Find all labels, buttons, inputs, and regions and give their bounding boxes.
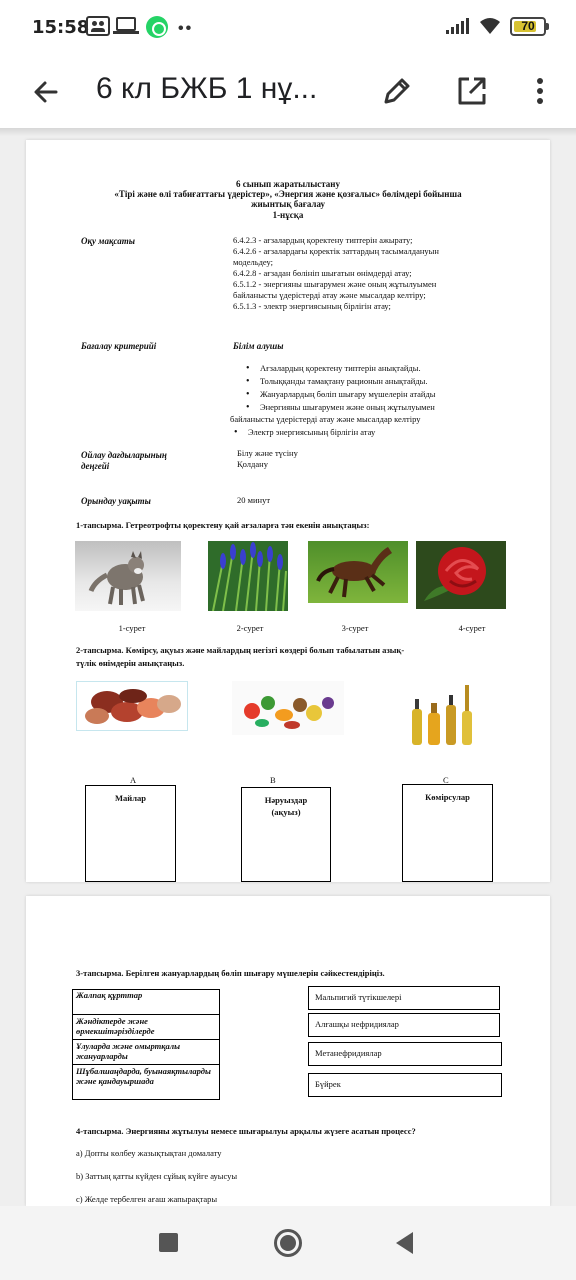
criteria-list-last <box>226 426 516 439</box>
table-cell: Жәндіктерде және өрмекшітәрізділерде <box>73 1014 219 1039</box>
app-bar-shadow <box>0 128 576 136</box>
learning-goals-list <box>233 235 523 312</box>
learning-goal: байланысты үдерістерді атау және мысалдар келтіру; <box>233 290 426 300</box>
learning-goals-label: Оқу мақсаты <box>81 236 136 246</box>
task-3-left-table <box>72 989 220 1100</box>
horse-photo <box>308 541 408 603</box>
header-line-3: жиынтық бағалау <box>250 199 326 209</box>
task-3-right-box[interactable]: Мальпигий түтікшелері <box>308 986 500 1010</box>
header-line-2: «Тірі және өлі табиғаттағы үдерістер», «Энергия және қозғалыс» бөлімдері бойынша <box>114 189 462 199</box>
more-dots-icon: •• <box>178 20 194 37</box>
back-arrow-icon[interactable] <box>30 76 62 108</box>
people-icon <box>86 16 110 36</box>
recents-square-icon[interactable] <box>159 1233 178 1252</box>
blue-flowers-photo <box>208 541 288 611</box>
table-cell: Ұлуларда және омыртқалы жануарларды <box>73 1039 219 1064</box>
learning-goal: 6.4.2.8 - ағзадан бөлініп шығатын өнімдерді атау; <box>233 268 412 278</box>
column-carbs-box[interactable] <box>402 784 493 882</box>
wolf-photo <box>75 541 181 611</box>
skills-value-line: Қолдану <box>237 459 268 469</box>
back-triangle-icon[interactable] <box>396 1232 413 1254</box>
skills-value <box>237 448 298 470</box>
criteria-item: • Электр энергиясының бірлігін атау <box>226 426 516 439</box>
task-4-option: a) Допты көлбеу жазықтықтан домалату <box>76 1148 222 1158</box>
time-value: 20 минут <box>237 495 271 505</box>
task-4-option: b) Заттың қатты күйден сұйық күйге ауысуы <box>76 1171 238 1181</box>
task-3-right-box[interactable]: Бүйрек <box>308 1073 502 1097</box>
criteria-continuation: байланысты үдерістерді атау және мысалдар келтіру <box>230 414 421 424</box>
learning-goal: 6.4.2.6 - ағзалардағы қоректік заттардың тасымалдануын <box>233 246 439 256</box>
criteria-item: • Жануарлардың бөліп шығару мүшелерін атайды <box>238 388 528 401</box>
battery-level: 70 <box>521 19 535 33</box>
criteria-label: Бағалау критерийі <box>81 341 157 351</box>
header-line-1: 6 сынып жаратылыстану <box>236 179 340 189</box>
task-2-text <box>76 644 516 670</box>
battery-icon <box>510 17 546 36</box>
laptop-icon <box>116 17 136 31</box>
criteria-item: • Энергияны шығарумен және оның жұтылуымен <box>238 401 528 414</box>
learning-goal: 6.5.1.2 - энергияны шығарумен және оның жұтылуымен <box>233 279 437 289</box>
column-label: Нәруыздар <box>264 795 308 805</box>
column-label: Майлар <box>115 793 146 803</box>
meat-photo <box>76 681 188 731</box>
header-line-4: 1-нұсқа <box>272 210 304 220</box>
column-letter: B <box>270 775 276 785</box>
picture-caption: 3-сурет <box>341 623 369 633</box>
whatsapp-icon <box>146 16 168 38</box>
vegetables-photo <box>232 681 344 735</box>
learning-goal: модельдеу; <box>233 257 273 267</box>
task-3-right-box[interactable]: Метанефридиялар <box>308 1042 502 1066</box>
app-bar <box>0 54 576 128</box>
picture-caption: 4-сурет <box>458 623 486 633</box>
task-2-text-line: 2-тапсырма. Көмірсу, ақуыз және майлардың негізгі көздері болып табылатын азық- <box>76 645 405 655</box>
red-rose-photo <box>416 541 506 609</box>
criteria-list <box>238 362 528 414</box>
oil-bottles-photo <box>406 681 486 751</box>
criteria-item: • Толыққанды тамақтану рационын анықтайды. <box>238 375 528 388</box>
task-3-right-box[interactable]: Алғашқы нефридиялар <box>308 1013 500 1037</box>
column-letter: A <box>130 775 137 785</box>
criteria-heading: Білім алушы <box>233 341 284 351</box>
navigation-bar <box>0 1206 576 1280</box>
skills-label-line: Ойлау дағдыларының <box>81 450 167 460</box>
task-3-text: 3-тапсырма. Берілген жануарлардың бөліп шығару мүшелерін сәйкестендіріңіз. <box>76 968 385 978</box>
criteria-item: • Ағзалардың қоректену типтерін анықтайды. <box>238 362 528 375</box>
column-letter: C <box>443 775 449 785</box>
wifi-icon <box>478 16 502 36</box>
column-label: (ақуыз) <box>271 807 301 817</box>
task-1-text: 1-тапсырма. Гетреотрофты қоректену қай ағзаларға тән екенін анықтаңыз: <box>76 520 370 530</box>
open-external-icon[interactable] <box>455 74 489 108</box>
document-page-2[interactable] <box>26 896 550 1206</box>
edit-pencil-icon[interactable] <box>380 74 414 108</box>
task-2-text-line: түлік өнімдерін анықтаңыз. <box>76 658 185 668</box>
signal-icon <box>446 18 468 34</box>
skills-label-line: деңгейі <box>81 461 110 471</box>
skills-label <box>81 450 167 472</box>
document-page-1[interactable] <box>26 140 550 882</box>
task-4-text: 4-тапсырма. Энергияны жұтылуы немесе шығарылуы арқылы жүзеге асатын процесс? <box>76 1126 416 1136</box>
picture-caption: 2-сурет <box>236 623 264 633</box>
home-circle-icon[interactable] <box>274 1229 302 1257</box>
picture-caption: 1-сурет <box>118 623 146 633</box>
table-cell: Жалпақ құрттар <box>76 990 143 1000</box>
learning-goal: 6.5.1.3 - электр энергиясының бірлігін атау; <box>233 301 391 311</box>
column-label: Көмірсулар <box>425 792 470 802</box>
learning-goal: 6.4.2.3 - ағзалардың қоректену типтерін ажырату; <box>233 235 413 245</box>
skills-value-line: Білу және түсіну <box>237 448 298 458</box>
time-label: Орындау уақыты <box>81 496 151 506</box>
table-cell: Шұбалшаңдарда, буынаяқтыларды және қандауыршада <box>73 1064 219 1100</box>
column-proteins-box[interactable] <box>241 787 331 882</box>
clock: 15:58 <box>32 17 90 38</box>
column-fats-box[interactable] <box>85 785 176 882</box>
task-4-option: c) Желде тербелген ағаш жапырақтары <box>76 1194 218 1204</box>
document-title: 6 кл БЖБ 1 нұ... <box>96 72 318 105</box>
more-vert-icon[interactable] <box>524 74 556 108</box>
status-bar <box>0 0 576 54</box>
